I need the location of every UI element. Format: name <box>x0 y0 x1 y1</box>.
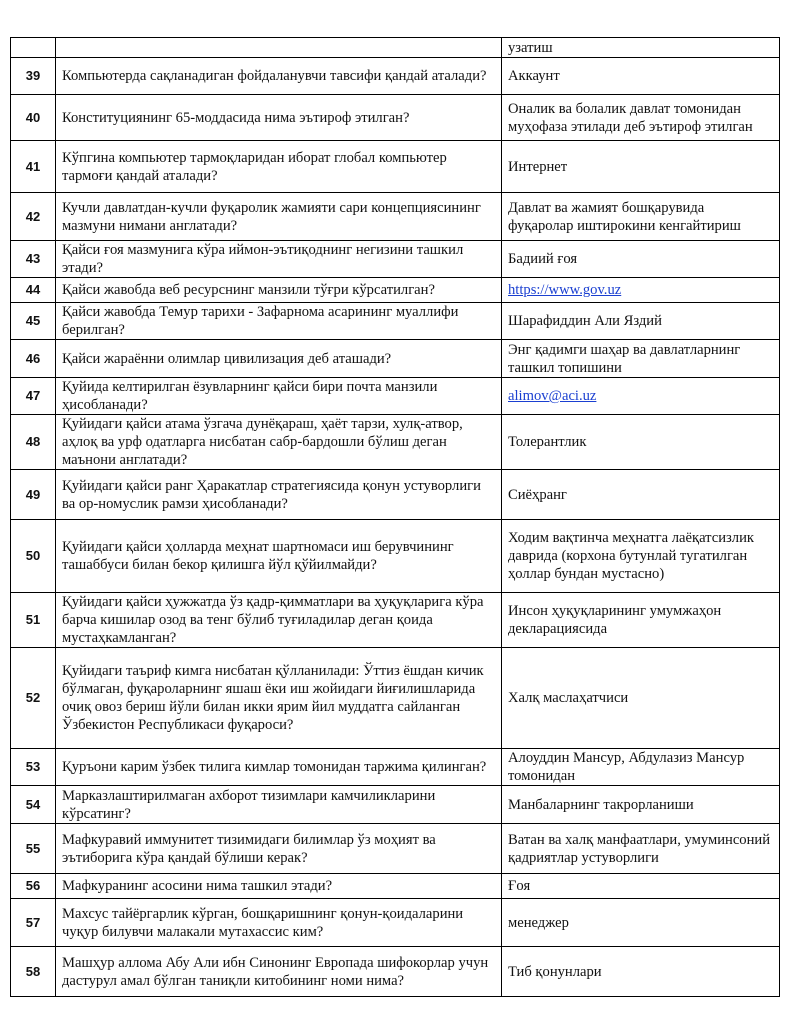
answer-cell: узатиш <box>502 38 780 58</box>
answer-cell: Ватан ва халқ манфаатлари, умуминсоний қадриятлар устуворлиги <box>502 824 780 874</box>
answer-cell: Манбаларнинг такрорланиши <box>502 786 780 824</box>
row-number: 52 <box>11 648 56 749</box>
row-number: 57 <box>11 899 56 947</box>
email-link[interactable]: alimov@aci.uz <box>508 388 597 404</box>
question-cell: Марказлаштирилмаган ахборот тизимлари камчиликларини кўрсатинг? <box>56 786 502 824</box>
table-row <box>11 340 780 378</box>
row-number: 50 <box>11 520 56 593</box>
row-number: 45 <box>11 303 56 340</box>
row-number: 48 <box>11 415 56 470</box>
table-row <box>11 193 780 241</box>
answer-cell: Давлат ва жамият бошқарувида фуқаролар иштирокини кенгайтириш <box>502 193 780 241</box>
questions-table <box>10 37 780 997</box>
question-cell: Мафкуранинг асосини нима ташкил этади? <box>56 874 502 899</box>
question-cell: Қайси ғоя мазмунига кўра иймон-эътиқоднинг негизини ташкил этади? <box>56 241 502 278</box>
question-cell: Қуйидаги қайси атама ўзгача дунёқараш, ҳаёт тарзи, хулқ-атвор, аҳлоқ ва урф одатларга нисбатан сабр-бардошли бўлиш деган маънони англатади? <box>56 415 502 470</box>
table-row <box>11 58 780 95</box>
table-row <box>11 95 780 141</box>
answer-cell: Оналик ва болалик давлат томонидан муҳофаза этилади деб эътироф этилган <box>502 95 780 141</box>
website-link[interactable]: https://www.gov.uz <box>508 282 622 298</box>
question-cell: Махсус тайёргарлик кўрган, бошқаришнинг қонун-қоидаларини чуқур билувчи малакали мутахассис ким? <box>56 899 502 947</box>
answer-cell: Сиёҳранг <box>502 470 780 520</box>
question-cell: Қуйида келтирилган ёзувларнинг қайси бири почта манзили ҳисобланади? <box>56 378 502 415</box>
question-cell: Конституциянинг 65-моддасида нима эътироф этилган? <box>56 95 502 141</box>
table-row <box>11 141 780 193</box>
answer-cell: Алоуддин Мансур, Абдулазиз Мансур томонидан <box>502 749 780 786</box>
question-cell <box>56 38 502 58</box>
answer-cell <box>502 278 780 303</box>
row-number: 56 <box>11 874 56 899</box>
row-number: 58 <box>11 947 56 997</box>
answer-cell: Бадиий ғоя <box>502 241 780 278</box>
answer-cell: Халқ маслаҳатчиси <box>502 648 780 749</box>
question-cell: Қайси жавобда Темур тарихи - Зафарнома асарининг муаллифи берилган? <box>56 303 502 340</box>
question-cell: Қуйидаги қайси ҳолларда меҳнат шартномаси иш берувчининг ташаббуси билан бекор қилишга йўл қўйилмайди? <box>56 520 502 593</box>
question-cell: Қуйидаги қайси ҳужжатда ўз қадр-қимматлари ва ҳуқуқларига кўра барча кишилар озод ва тенг бўлиб туғиладилар деган қоида мустаҳкамланган? <box>56 593 502 648</box>
row-number: 46 <box>11 340 56 378</box>
question-cell: Мафкуравий иммунитет тизимидаги билимлар ўз моҳият ва эътиборига кўра қандай бўлиши керак? <box>56 824 502 874</box>
answer-cell: Ғоя <box>502 874 780 899</box>
table-row <box>11 899 780 947</box>
row-number: 39 <box>11 58 56 95</box>
answer-cell: Тиб қонунлари <box>502 947 780 997</box>
row-number: 49 <box>11 470 56 520</box>
table-row <box>11 824 780 874</box>
answer-cell: Толерантлик <box>502 415 780 470</box>
table-row <box>11 947 780 997</box>
row-number <box>11 38 56 58</box>
row-number: 40 <box>11 95 56 141</box>
question-cell: Компьютерда сақланадиган фойдаланувчи тавсифи қандай аталади? <box>56 58 502 95</box>
answer-cell: Энг қадимги шаҳар ва давлатларнинг ташкил топишини <box>502 340 780 378</box>
answer-cell: Шарафиддин Али Яздий <box>502 303 780 340</box>
table-row <box>11 38 780 58</box>
table-row <box>11 786 780 824</box>
table-row <box>11 593 780 648</box>
row-number: 42 <box>11 193 56 241</box>
question-cell: Қуйидаги қайси ранг Ҳаракатлар стратегиясида қонун устуворлиги ва ор-номуслик рамзи ҳисобланади? <box>56 470 502 520</box>
answer-cell: Ходим вақтинча меҳнатга лаёқатсизлик даврида (корхона бутунлай тугатилган ҳоллар бундан мустасно) <box>502 520 780 593</box>
row-number: 44 <box>11 278 56 303</box>
table-row <box>11 874 780 899</box>
row-number: 51 <box>11 593 56 648</box>
answer-cell: Аккаунт <box>502 58 780 95</box>
table-row <box>11 749 780 786</box>
question-cell: Кучли давлатдан-кучли фуқаролик жамияти сари концепциясининг мазмуни нимани англатади? <box>56 193 502 241</box>
row-number: 53 <box>11 749 56 786</box>
row-number: 41 <box>11 141 56 193</box>
question-cell: Қуръони карим ўзбек тилига кимлар томонидан таржима қилинган? <box>56 749 502 786</box>
table-row <box>11 470 780 520</box>
row-number: 54 <box>11 786 56 824</box>
row-number: 55 <box>11 824 56 874</box>
answer-cell: Интернет <box>502 141 780 193</box>
question-cell: Кўпгина компьютер тармоқларидан иборат глобал компьютер тармоғи қандай аталади? <box>56 141 502 193</box>
row-number: 47 <box>11 378 56 415</box>
answer-cell <box>502 378 780 415</box>
table-row <box>11 241 780 278</box>
table-row <box>11 303 780 340</box>
question-cell: Машҳур аллома Абу Али ибн Синонинг Европада шифокорлар учун дастурул амал бўлган таниқли китобининг номи нима? <box>56 947 502 997</box>
answer-cell: Инсон ҳуқуқларининг умумжаҳон декларациясида <box>502 593 780 648</box>
table-row <box>11 648 780 749</box>
table-row <box>11 520 780 593</box>
table-row <box>11 415 780 470</box>
question-cell: Қайси жараённи олимлар цивилизация деб аташади? <box>56 340 502 378</box>
answer-cell: менеджер <box>502 899 780 947</box>
table-row <box>11 378 780 415</box>
table-row <box>11 278 780 303</box>
question-cell: Қуйидаги таъриф кимга нисбатан қўлланилади: Ўттиз ёшдан кичик бўлмаган, фуқароларнинг яшаш ёки иш жойидаги йиғилишларида очиқ овоз бериш йўли билан икки ярим йил муддатга сайланган Ўзбекистон Республикаси фуқароси? <box>56 648 502 749</box>
question-cell: Қайси жавобда веб ресурснинг манзили тўғри кўрсатилган? <box>56 278 502 303</box>
row-number: 43 <box>11 241 56 278</box>
